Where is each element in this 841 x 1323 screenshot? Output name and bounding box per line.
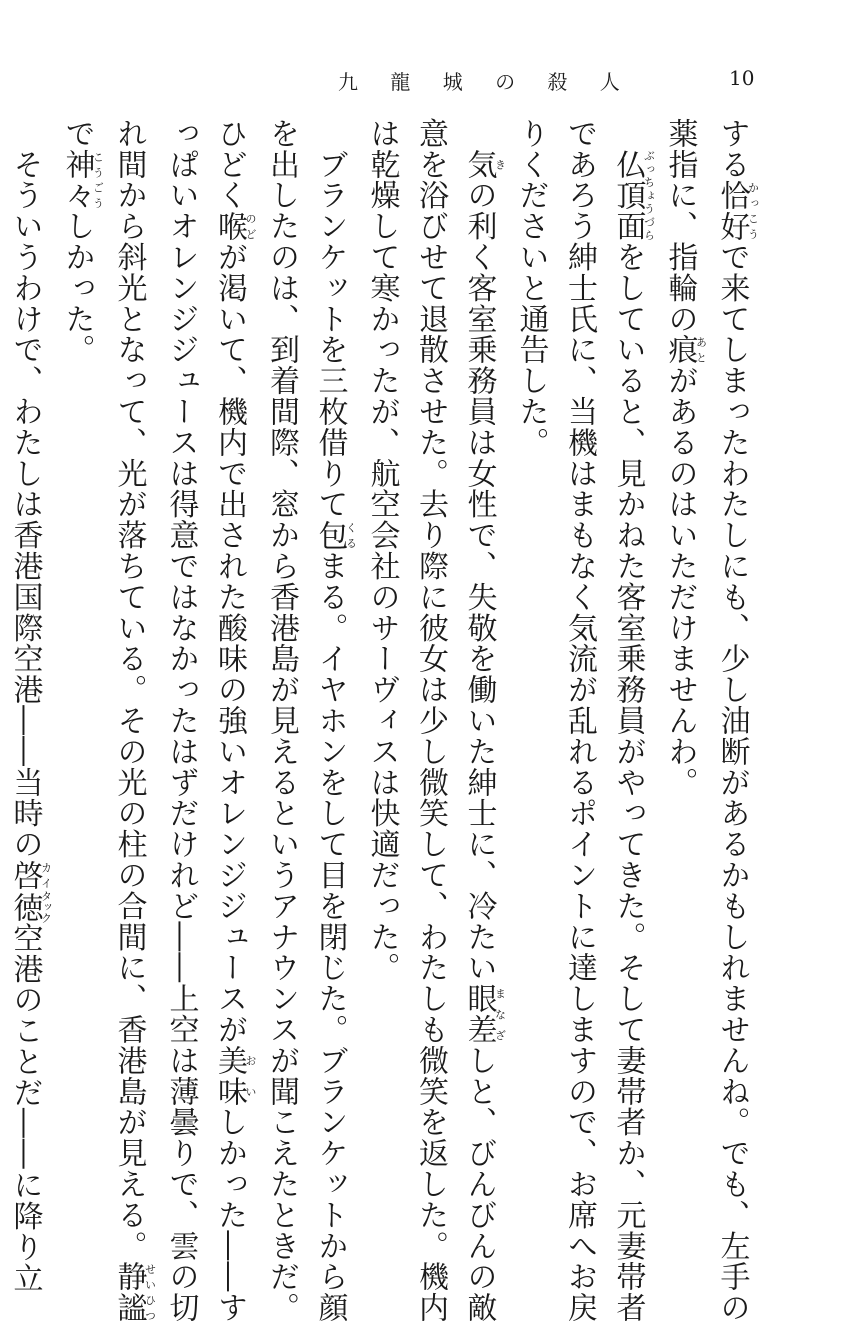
furigana: のど (244, 210, 257, 242)
text-run: ひどく (212, 118, 247, 211)
text-line (156, 118, 205, 1323)
text-run: れ間から斜光となって、光が落ちている。その光の柱の合間に、香港島が見える。 (111, 118, 147, 1262)
text-line (52, 118, 104, 1093)
furigana: タック (39, 890, 53, 924)
ruby-annotation (714, 179, 760, 242)
text-line (603, 118, 656, 1323)
ruby-annotation (312, 519, 358, 551)
text-line (205, 118, 257, 1323)
text-run: そういうわけで、わたしは香港国際空港――当時の (7, 118, 43, 860)
text-line (555, 118, 604, 1323)
text-line (305, 118, 358, 1323)
text-run: する (714, 118, 750, 180)
text-run: があるのはいただけませんわ。 (662, 365, 698, 798)
text-run: で (59, 118, 95, 149)
text-run: で来てしまったわたしにも、少し油断があるかもしれませんね。でも、左手の (714, 241, 750, 1323)
text-run: が渇いて、機内で出された酸味の強いオレンジジュースが (212, 241, 247, 1046)
furigana: くる (344, 519, 358, 551)
text-run: しかった。 (59, 210, 95, 366)
text-run: っぱいオレンジジュースは得意ではなかったはずだけれど――上空は薄曇りで、雲の切 (163, 118, 199, 1323)
furigana: あと (694, 334, 708, 366)
body-text (7, 118, 760, 1323)
text-line (454, 118, 507, 1323)
ruby-base: 恰好 (714, 179, 750, 242)
furigana: せいひつ (143, 1261, 157, 1323)
text-line (357, 118, 406, 1093)
text-line (506, 118, 555, 1093)
text-run: をしていると、見かねた客室乗務員がやってきた。そして妻帯者か、元妻帯者 (610, 241, 646, 1323)
ruby-base: 啓 (7, 859, 43, 891)
text-line (0, 118, 53, 1294)
text-line (655, 118, 707, 1093)
text-run: の利く客室乗務員は女性で、失敬を働いた紳士に、冷たい (461, 179, 497, 984)
ruby-annotation (7, 890, 53, 924)
text-line (707, 118, 760, 1323)
text-run: しと、びんびんの敵 (461, 1045, 497, 1323)
furigana: カイ (39, 859, 53, 891)
ruby-base: 眼差 (461, 983, 497, 1046)
ruby-base: 喉 (212, 210, 247, 242)
book-title: 九 龍 城 の 殺 人 (338, 70, 633, 94)
text-run (611, 118, 646, 149)
furigana: かっこう (746, 179, 760, 242)
furigana: まなざ (493, 983, 507, 1046)
ruby-annotation (662, 334, 708, 366)
text-run: は乾燥して寒かったが、航空会社のサーヴィスは快適だった。 (364, 118, 400, 984)
ruby-annotation (59, 148, 105, 211)
ruby-annotation (7, 859, 53, 891)
furigana: こうごう (91, 148, 105, 211)
text-run: しかった――す (212, 1106, 247, 1323)
furigana: ぶっちょうづら (642, 148, 656, 242)
ruby-annotation (111, 1261, 157, 1323)
ruby-base: 徳 (7, 890, 43, 924)
ruby-base: 静謐 (111, 1261, 147, 1323)
text-line (104, 118, 157, 1323)
ruby-base: 仏頂面 (610, 148, 646, 242)
text-line (257, 118, 306, 1323)
ruby-base: 気 (461, 148, 497, 180)
text-run: ブランケットを三枚借りて (312, 118, 348, 520)
ruby-base: 包 (312, 519, 348, 551)
text-run: を出したのは、到着間際、窓から香港島が見えるというアナウンスが聞こえたときだ。 (264, 118, 299, 1323)
ruby-base: 痕 (662, 334, 698, 366)
ruby-base: 美味 (212, 1045, 247, 1107)
text-run: であろう紳士氏に、当機はまもなく気流が乱れるポイントに達しますので、お席へお戻 (562, 118, 597, 1323)
page-number: 10 (729, 66, 755, 90)
ruby-base: 神々 (59, 148, 95, 211)
ruby-annotation (610, 148, 656, 242)
ruby-annotation (461, 148, 507, 180)
text-run: 薬指に、指輪の (662, 118, 698, 335)
text-run (462, 118, 497, 149)
ruby-annotation (461, 983, 507, 1046)
text-line (406, 118, 455, 1323)
text-run: 意を浴びせて退散させた。去り際に彼女は少し微笑して、わたしも微笑を返した。機内 (413, 118, 448, 1323)
text-run: 空港のことだ――に降り立 (7, 922, 43, 1294)
text-run: まる。イヤホンをして目を閉じた。ブランケットから顔 (312, 550, 348, 1323)
running-head (0, 66, 841, 98)
furigana: き (493, 148, 507, 180)
ruby-annotation (212, 1045, 257, 1107)
furigana: おい (244, 1045, 257, 1107)
text-run: りくださいと通告した。 (513, 118, 549, 458)
ruby-annotation (212, 210, 257, 242)
